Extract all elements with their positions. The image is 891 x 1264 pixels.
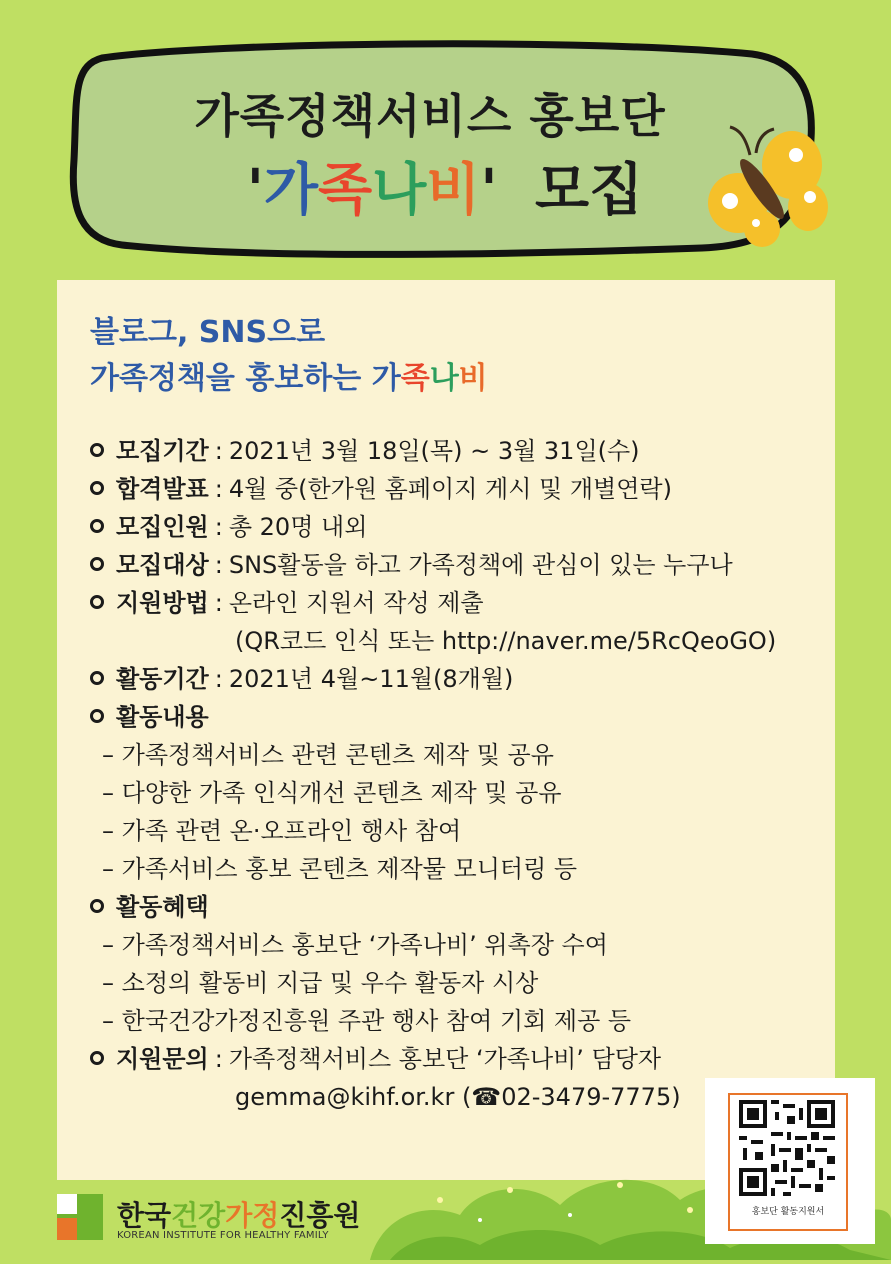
info-label: 활동기간 (116, 665, 209, 693)
activities-heading: 활동내용 (90, 698, 830, 736)
benefits-heading: 활동혜택 (90, 888, 830, 926)
info-list (90, 432, 830, 1116)
activity-item: – 가족 관련 온·오프라인 행사 참여 (90, 812, 830, 850)
circle-bullet-icon (90, 709, 104, 723)
circle-bullet-icon (90, 557, 104, 571)
info-row-announce: 합격발표 : 4월 중(한가원 홈페이지 게시 및 개별연락) (90, 470, 830, 508)
info-label: 지원문의 (116, 1045, 209, 1073)
circle-bullet-icon (90, 481, 104, 495)
title-line1: 가족정책서비스 홍보단 (194, 89, 666, 143)
info-row-duration: 활동기간 : 2021년 4월~11월(8개월) (90, 660, 830, 698)
info-row-contact: 지원문의 : 가족정책서비스 홍보단 ‘가족나비’ 담당자 (90, 1040, 830, 1078)
title-close-quote: ' (480, 158, 498, 223)
info-value: SNS활동을 하고 가족정책에 관심이 있는 누구나 (228, 551, 733, 579)
title-open-quote: ' (246, 158, 264, 223)
kihf-logo-name: 한국건강가정진흥원 (117, 1199, 361, 1232)
qr-code-icon[interactable] (739, 1100, 835, 1196)
title-char-ga: 가 (263, 158, 319, 223)
info-method-sub: (QR코드 인식 또는 http://naver.me/5RcQeoGO) (235, 627, 777, 655)
headline-char-na: 나 (429, 361, 459, 396)
benefit-item: – 가족정책서비스 홍보단 ‘가족나비’ 위촉장 수여 (90, 926, 830, 964)
info-row-target: 모집대상 : SNS활동을 하고 가족정책에 관심이 있는 누구나 (90, 546, 830, 584)
headline (90, 310, 488, 402)
headline-char-bi: 비 (458, 361, 488, 396)
circle-bullet-icon (90, 1051, 104, 1065)
headline-line1: 블로그, SNS으로 (90, 315, 326, 350)
info-value: 2021년 4월~11월(8개월) (228, 665, 514, 693)
contact-email-phone[interactable]: gemma@kihf.or.kr (☎02-3479-7775) (235, 1083, 681, 1111)
info-label: 지원방법 (116, 589, 209, 617)
info-row-method: 지원방법 : 온라인 지원서 작성 제출 (90, 584, 830, 622)
info-label: 모집기간 (116, 437, 209, 465)
title-char-na: 나 (372, 158, 427, 223)
info-label: 합격발표 (116, 475, 209, 503)
info-label: 모집인원 (116, 513, 209, 541)
info-row-period: 모집기간 : 2021년 3월 18일(목) ~ 3월 31일(수) (90, 432, 830, 470)
benefit-item: – 한국건강가정진흥원 주관 행사 참여 기회 제공 등 (90, 1002, 830, 1040)
title-char-jok: 족 (318, 158, 373, 223)
kihf-logo (57, 1194, 361, 1248)
info-label: 모집대상 (116, 551, 209, 579)
title-char-bi: 비 (426, 158, 481, 223)
info-value: 온라인 지원서 작성 제출 (228, 589, 484, 617)
info-value: 2021년 3월 18일(목) ~ 3월 31일(수) (228, 437, 640, 465)
activity-item: – 다양한 가족 인식개선 콘텐츠 제작 및 공유 (90, 774, 830, 812)
kihf-logo-mark-icon (57, 1194, 103, 1240)
headline-line2-prefix: 가족정책을 홍보하는 (90, 361, 372, 396)
activity-item: – 가족서비스 홍보 콘텐츠 제작물 모니터링 등 (90, 850, 830, 888)
headline-char-jok: 족 (400, 361, 430, 396)
kihf-logo-english: KOREAN INSTITUTE FOR HEALTHY FAMILY (117, 1230, 329, 1241)
benefit-item: – 소정의 활동비 지급 및 우수 활동자 시상 (90, 964, 830, 1002)
activity-item: – 가족정책서비스 관련 콘텐츠 제작 및 공유 (90, 736, 830, 774)
info-value: 4월 중(한가원 홈페이지 게시 및 개별연락) (228, 475, 672, 503)
info-value: 가족정책서비스 홍보단 ‘가족나비’ 담당자 (228, 1045, 662, 1073)
butterfly-icon (700, 125, 830, 250)
title-suffix: 모집 (535, 158, 644, 223)
circle-bullet-icon (90, 671, 104, 685)
headline-line2 (90, 356, 488, 402)
headline-char-ga: 가 (371, 361, 401, 396)
circle-bullet-icon (90, 899, 104, 913)
circle-bullet-icon (90, 443, 104, 457)
info-row-count: 모집인원 : 총 20명 내외 (90, 508, 830, 546)
circle-bullet-icon (90, 519, 104, 533)
info-value: 총 20명 내외 (228, 513, 368, 541)
qr-caption: 홍보단 활동지원서 (751, 1207, 825, 1217)
circle-bullet-icon (90, 595, 104, 609)
